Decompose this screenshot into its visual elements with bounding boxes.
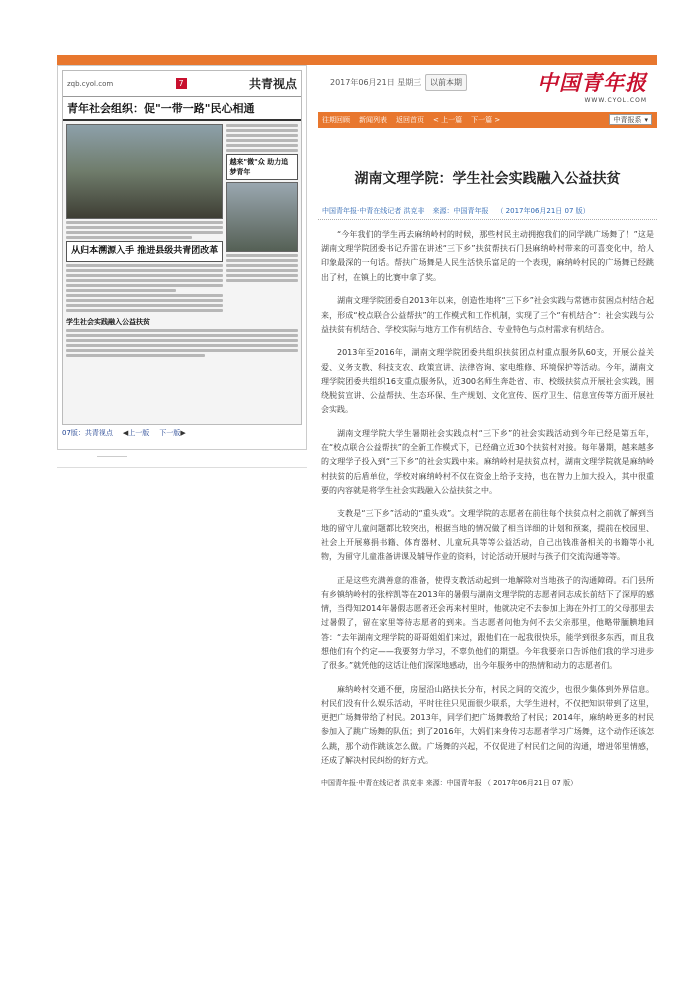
top-accent-bar: [57, 55, 657, 65]
article-meta: [318, 206, 657, 220]
logo[interactable]: [537, 67, 647, 104]
logo-url: WWW.CYOL.COM: [584, 97, 647, 104]
next-page-link[interactable]: 下一版▶: [159, 429, 186, 437]
paper-select-value: 中青报系: [613, 115, 642, 124]
meta-date: （ 2017年06月21日 07 版）: [496, 207, 590, 215]
newspaper-page-panel: [57, 65, 307, 450]
article-paragraph: 2013年至2016年，湖南文理学院团委共组织扶贫团点村重点服务队60支，开展公益关爱、义务支教、科技支农、政策宣讲、法律咨询、家电维修、环境保护等活动。今年，湖南文理学院团委共组织16支重点服务队，近300名师生奔赴省、市、校级扶贫点开展社会实践，围绕脱贫宣讲、公益帮扶、生态环保、生产规划、文化宣传、医疗卫生、信息宣传等方面开展社会实践。: [321, 348, 654, 415]
logo-text: 中国青年报: [537, 70, 647, 95]
page-navigation: [62, 428, 186, 438]
paper-side-photo: [226, 182, 298, 252]
paper-col-main: [66, 124, 223, 312]
paper-mid-box[interactable]: 从归本溯源入手 推进县级共青团改革: [66, 241, 223, 262]
triangle-left-icon: ◀: [122, 429, 129, 437]
paper-lower: [63, 315, 301, 357]
article-paragraph: 湖南文理学院团委自2013年以来，创造性地将“三下乡”社会实践与常德市贫困点村结合起来，形成“校点联合公益帮扶”的工作模式和工作机制，实现了三个“有机结合”：社会实践与公益扶贫有机结合、学校实际与地方工作有机结合、专业特色与点村需求有机结合。: [321, 296, 654, 334]
triangle-right-icon: ▶: [180, 429, 186, 437]
article-panel: [318, 65, 657, 905]
nav-bar: [318, 112, 657, 128]
article-paragraph: 麻纳岭村交通不便，房屋沿山路扶长分布，村民之间的交流少，也很少集体到外界信息。村民们没有什么娱乐活动，平时往往只见面很少联系，大学生进村，不仅把知识带到了这里，更把广场舞带给了村民。2013年，同学们把广场舞教给了村民；2014年，麻纳岭更多的村民参加入了跳广场舞的队伍；到了2016年，大妈们来身传习志愿者学习广场舞，这个动作还该怎么跳，那个动作跳该怎么做。广场舞的兴起，不仅促进了村民们之间的沟通，增进邻里情感，还成了解决村民纠纷的好方式。: [321, 684, 654, 765]
article-paragraph: 支教是“三下乡”活动的“重头戏”。文理学院的志愿者在前往每个扶贫点村之前就了解到当地的留守儿童问题都比较突出，根据当地的情况做了相当详细的计划和预案，提前在校园里、社会上开展募捐书籍、体育器材、儿童玩具等等公益活动，自己出钱准备相关的书籍等小礼物，为留守儿童准备讲课及辅导作业的资料，讨论活动开展时与孩子们交流沟通等等。: [321, 509, 654, 562]
meta-author[interactable]: 中国青年报·中青在线记者 洪克非: [322, 207, 425, 215]
nav-item-archive[interactable]: 往期回顾: [322, 116, 350, 124]
paper-header: [63, 71, 301, 97]
chevron-down-icon: ▾: [644, 115, 648, 124]
paper-lower-headline[interactable]: 学生社会实践融入公益扶贫: [66, 318, 150, 326]
nav-item-news-list[interactable]: 新闻列表: [359, 116, 387, 124]
prev-page-link[interactable]: ◀上一版: [122, 429, 150, 437]
header: [318, 65, 657, 112]
paper-headline[interactable]: 青年社会组织：促"一带一路"民心相通: [63, 97, 301, 121]
article-footer: 中国青年报·中青在线记者 洪克非 来源：中国青年报 （ 2017年06月21日 07 版）: [321, 779, 578, 788]
page-number-badge: 7: [176, 78, 187, 89]
section-title: 共青视点: [248, 77, 297, 91]
edition-link[interactable]: 07版：共青视点: [62, 429, 113, 437]
article-paragraph: 湖南文理学院大学生暑期社会实践点村“三下乡”的社会实践活动到今年已经是第五年，在“校点联合公益帮扶”的全新工作模式下，已经确立近30个扶贫村对接。每年暑期，越来越多的文理学子投入到“三下乡”的社会实践中来。麻纳岭村是扶贫点村，湖南文理学院就是麻纳岭村扶贫的后盾单位，学校对麻纳岭村不仅在资金上给予支持，也在智力上加大投入，其中很重要的内容就是将学生社会实践融入公益扶贫之中。: [321, 428, 654, 495]
paper-col-side: [226, 124, 298, 312]
paper-side-box[interactable]: 越来"微"众 助力追梦青年: [226, 154, 298, 180]
meta-source: 来源：中国青年报: [432, 207, 489, 215]
newspaper-thumbnail[interactable]: [62, 70, 302, 425]
article-body: [318, 220, 657, 768]
nav-item-next[interactable]: 下一篇 >: [471, 116, 501, 124]
article-paragraph: “今年我们的学生再去麻纳岭村的时候，那些村民主动拥抱我们的同学跳广场舞了！”这是湖南文理学院团委书记乔雷在讲述“三下乡”扶贫帮扶石门县麻纳岭村带来的可喜变化中，给人印象最深的一句话。帮扶广场舞是人民生活快乐富足的一个表现，麻纳岭村民的广场舞已经跳出了村，在镇上的比赛中拿了奖。: [321, 230, 654, 282]
left-bottom-strip: [57, 450, 307, 468]
article-title: 湖南文理学院：学生社会实践融入公益扶贫: [354, 171, 621, 187]
paper-site: zqb.cyol.com: [67, 79, 114, 88]
nav-item-home[interactable]: 返回首页: [396, 116, 424, 124]
paper-select[interactable]: [609, 114, 652, 125]
paper-columns: [63, 121, 301, 315]
date-label: 2017年06月21日 星期三: [330, 78, 422, 87]
article-paragraph: 正是这些充满善意的准备，使得支教活动起到一地解除对当地孩子的沟通障碍。石门县所有乡镇纳岭村的张梓凯等在2013年的暑假与湖南文理学院的志愿者同志成长前结下了深厚的感情，当得知2014年暑假志愿者还会再来村里时，他就决定不去参加上海在外打工的父母那里去过暑假了，留在家里等待志愿者的到来。当志愿者问他为何不去父亲那里，他略带腼腆地回答：“去年湖南文理学院的哥哥姐姐们来过，跟他们在一起我很快乐，能学到很多东西，而且我想他们有个约定——我要努力学习，不辜负他们的期望。今年我要亲口告诉他们我的学习进步了很多。”就凭他的这话让他们深深地感动，出今年服务中的热情和动力的志愿者们。: [321, 575, 654, 670]
past-issue-button[interactable]: 以前本期: [425, 74, 467, 91]
nav-item-prev[interactable]: < 上一篇: [433, 116, 463, 124]
paper-photo: [66, 124, 223, 219]
